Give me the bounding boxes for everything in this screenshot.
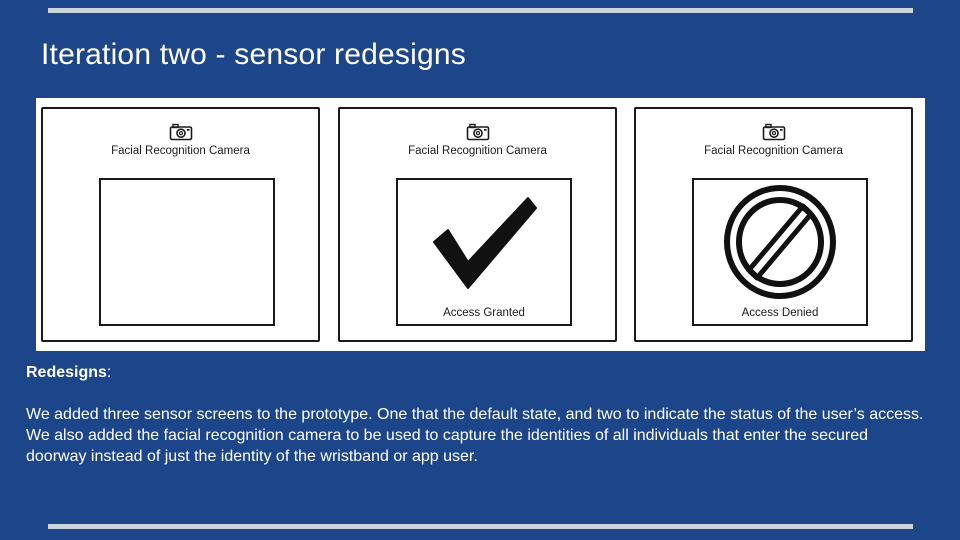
display-area	[692, 178, 868, 326]
redesigns-colon: :	[106, 364, 112, 381]
status-label: Access Denied	[741, 307, 819, 319]
camera-icon	[466, 123, 490, 141]
sensor-screen-default	[41, 107, 320, 342]
prohibited-icon	[720, 184, 840, 300]
camera-label: Facial Recognition Camera	[408, 145, 547, 157]
redesigns-heading	[26, 362, 926, 383]
camera-label: Facial Recognition Camera	[111, 145, 250, 157]
status-label: Access Granted	[443, 307, 525, 319]
camera-icon	[762, 123, 786, 141]
description-paragraph: We added three sensor screens to the prototype. One that the default state, and two to indicate the status of the user’s access. We also added the facial recognition camera to be used to capture the identities of all individuals that enter the secured doorway instead of just the identity of the wristband or app user.	[26, 406, 924, 465]
sensor-screen-granted	[338, 107, 617, 342]
display-area	[396, 178, 572, 326]
redesigns-label: Redesigns	[26, 364, 107, 381]
sensor-mockups	[36, 98, 925, 351]
body-text	[26, 362, 926, 467]
top-divider	[48, 8, 913, 13]
slide-title: Iteration two - sensor redesigns	[41, 38, 466, 71]
sensor-screen-denied	[634, 107, 913, 342]
display-area	[99, 178, 275, 326]
camera-icon	[169, 123, 193, 141]
bottom-divider	[48, 524, 913, 529]
checkmark-icon	[424, 184, 544, 294]
camera-label: Facial Recognition Camera	[704, 145, 843, 157]
